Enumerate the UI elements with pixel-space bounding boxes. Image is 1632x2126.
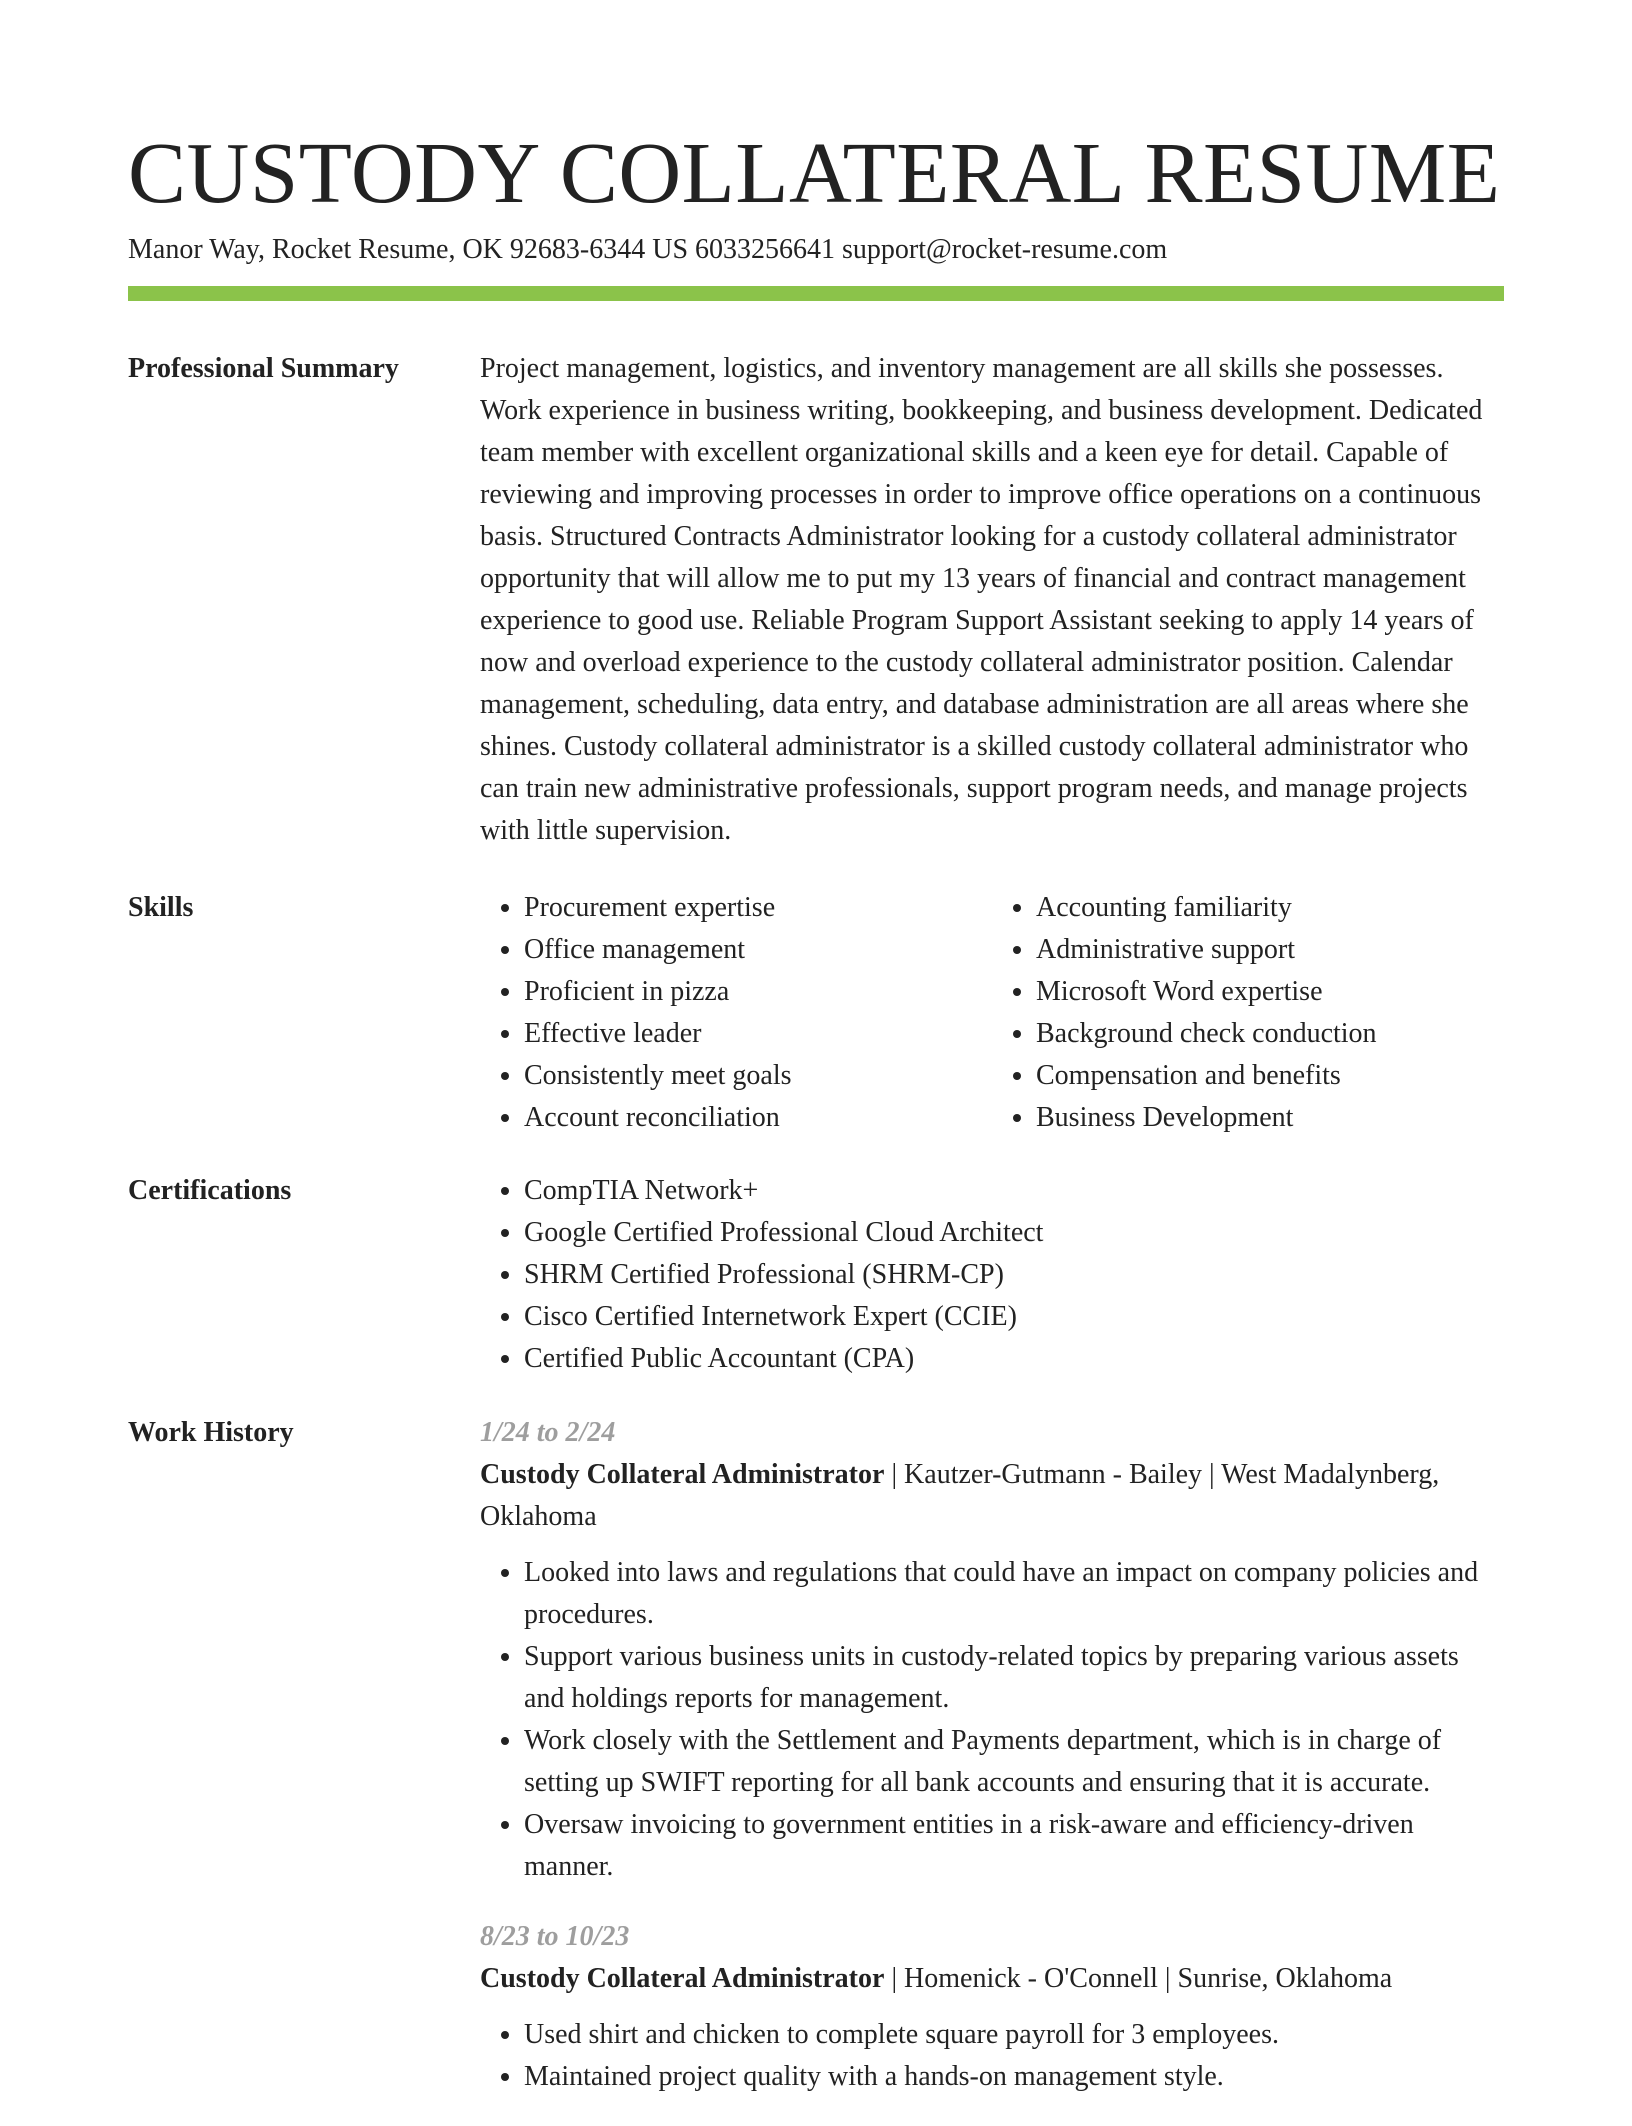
job-bullets: [480, 2014, 1504, 2098]
job-entry: [480, 1412, 1504, 1888]
certification-item: • CompTIA Network+: [524, 1170, 1504, 1212]
skill-item: • Consistently meet goals: [524, 1055, 992, 1097]
summary-body: [480, 348, 1504, 852]
skill-item: • Effective leader: [524, 1013, 992, 1055]
work-history-body: [480, 1412, 1504, 2126]
job-details: | Kautzer-Gutmann - Bailey | West Madalynberg, Oklahoma: [480, 1459, 1440, 1532]
certification-item: • SHRM Certified Professional (SHRM-CP): [524, 1254, 1504, 1296]
job-bullet: • Maintained project quality with a hands-on management style.: [524, 2056, 1504, 2098]
resume-title: CUSTODY COLLATERAL RESUME: [128, 124, 1501, 221]
job-date: 8/23 to 10/23: [480, 1921, 630, 1952]
job-bullet: • Oversaw invoicing to government entities in a risk-aware and efficiency-driven manner.: [524, 1804, 1504, 1888]
job-date: 1/24 to 2/24: [480, 1417, 616, 1448]
skills-list-left: [480, 887, 992, 1139]
skill-item: • Administrative support: [1036, 929, 1504, 971]
skill-item: • Accounting familiarity: [1036, 887, 1504, 929]
job-title: Custody Collateral Administrator: [480, 1459, 885, 1490]
certification-item: • Certified Public Accountant (CPA): [524, 1338, 1504, 1380]
job-bullet: • Looked into laws and regulations that could have an impact on company policies and procedures.: [524, 1552, 1504, 1636]
skill-item: • Microsoft Word expertise: [1036, 971, 1504, 1013]
skills-label: Skills: [128, 892, 194, 923]
skill-item: • Account reconciliation: [524, 1097, 992, 1139]
certifications-body: [480, 1170, 1504, 1380]
certification-item: • Google Certified Professional Cloud Architect: [524, 1212, 1504, 1254]
job-heading: [480, 1958, 1504, 2000]
summary-label: Professional Summary: [128, 353, 399, 384]
skill-item: • Background check conduction: [1036, 1013, 1504, 1055]
skill-item: • Business Development: [1036, 1097, 1504, 1139]
job-bullet: • Used shirt and chicken to complete square payroll for 3 employees.: [524, 2014, 1504, 2056]
job-bullets: [480, 1552, 1504, 1888]
contact-line: Manor Way, Rocket Resume, OK 92683-6344 US 6033256641 support@rocket-resume.com: [128, 234, 1168, 265]
skills-list-right: [992, 887, 1504, 1139]
certifications-list: [480, 1170, 1504, 1380]
job-bullet: • Support various business units in custody-related topics by preparing various assets and holdings reports for management.: [524, 1636, 1504, 1720]
work-history-label: Work History: [128, 1417, 294, 1448]
header-divider: [128, 286, 1504, 301]
skill-item: • Proficient in pizza: [524, 971, 992, 1013]
skill-item: • Compensation and benefits: [1036, 1055, 1504, 1097]
job-heading: [480, 1454, 1504, 1538]
summary-text: Project management, logistics, and inventory management are all skills she possesses. Work experience in business writing, bookkeeping, and business development. Dedicated team member with excellent organizational skills and a keen eye for detail. Capable of reviewing and improving processes in order to improve office operations on a continuous basis. Structured Contracts Administrator looking for a custody collateral administrator opportunity that will allow me to put my 13 years of financial and contract management experience to good use. Reliable Program Support Assistant seeking to apply 14 years of now and overload experience to the custody collateral administrator position. Calendar management, scheduling, data entry, and database administration are all areas where she shines. Custody collateral administrator is a skilled custody collateral administrator who can train new administrative professionals, support program needs, and manage projects with little supervision.: [480, 353, 1483, 846]
job-bullet: • Work closely with the Settlement and Payments department, which is in charge of setting up SWIFT reporting for all bank accounts and ensuring that it is accurate.: [524, 1720, 1504, 1804]
job-entry: [480, 1916, 1504, 2098]
certification-item: • Cisco Certified Internetwork Expert (CCIE): [524, 1296, 1504, 1338]
skills-body: [480, 887, 1504, 1139]
skill-item: • Procurement expertise: [524, 887, 992, 929]
certifications-label: Certifications: [128, 1175, 292, 1206]
skill-item: • Office management: [524, 929, 992, 971]
job-details: | Homenick - O'Connell | Sunrise, Oklahoma: [884, 1963, 1393, 1994]
job-title: Custody Collateral Administrator: [480, 1963, 885, 1994]
